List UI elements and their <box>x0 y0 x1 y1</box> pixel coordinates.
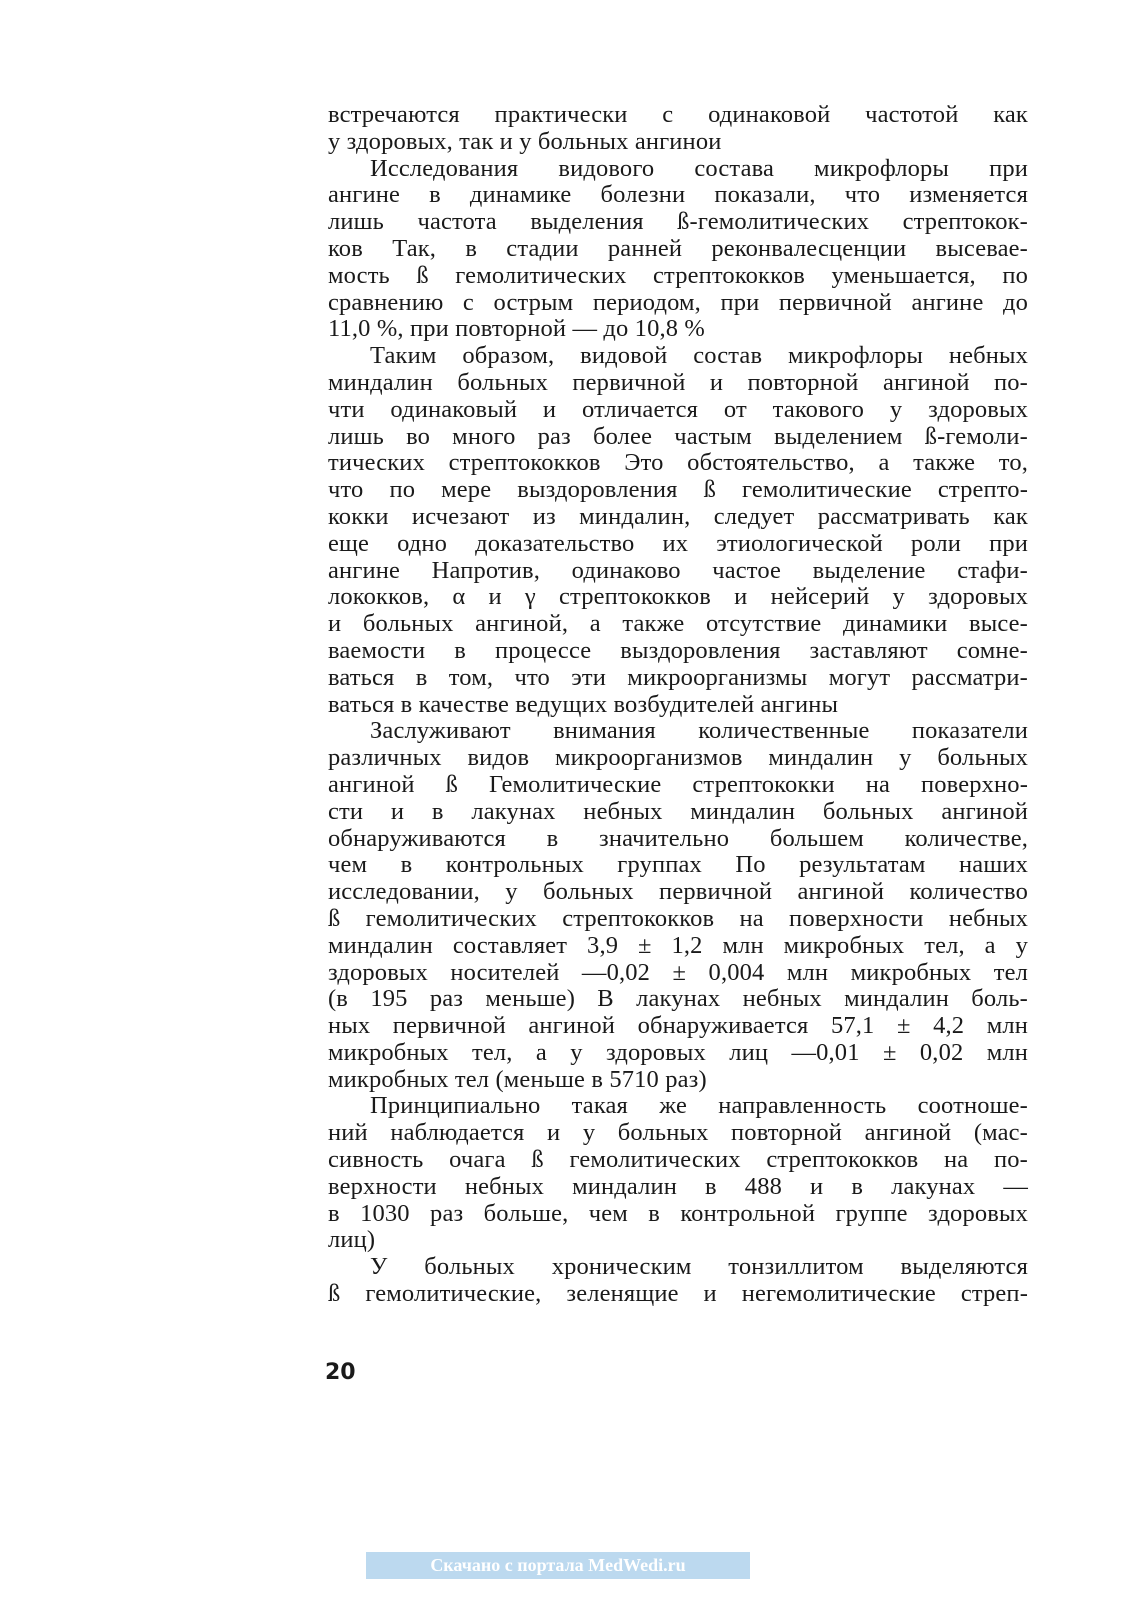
text-line: 11,0 %, при повторной — до 10,8 % <box>328 315 705 343</box>
text-line: ваться в качестве ведущих возбудителей ангины <box>328 690 839 718</box>
text-line: исследовании, у больных первичной ангиной количество <box>328 878 1028 906</box>
paragraph-start-line: Принципиально такая же направленность соотноше- <box>370 1092 1028 1120</box>
text-line: обнаруживаются в значительно большем количестве, <box>328 824 1028 852</box>
text-line: лиц) <box>328 1226 376 1254</box>
text-line: в 1030 раз больше, чем в контрольной группе здоровых <box>328 1199 1028 1227</box>
text-line: здоровых носителей —0,02 ± 0,004 млн микробных тел <box>328 958 1028 986</box>
paragraph-start-line: У больных хроническим тонзиллитом выделяются <box>370 1253 1028 1281</box>
text-line: встречаются практически с одинаковой частотой как <box>328 101 1028 128</box>
text-line: лишь частота выделения ß-гемолитических стрептокок- <box>328 208 1028 236</box>
text-line: тических стрептококков Это обстоятельство, а также то, <box>328 449 1028 477</box>
paragraph-start-line: Исследования видового состава микрофлоры при <box>370 154 1028 182</box>
text-line: что по мере выздоровления ß гемолитические стрепто- <box>328 476 1028 504</box>
text-line: микробных тел, а у здоровых лиц —0,01 ± 0,02 млн <box>328 1038 1028 1066</box>
text-line: ваться в том, что эти микроорганизмы могут рассматри- <box>328 663 1028 691</box>
text-line: миндалин составляет 3,9 ± 1,2 млн микробных тел, а у <box>328 931 1028 959</box>
text-line: сивность очага ß гемолитических стрептококков на по- <box>328 1146 1028 1174</box>
text-line: ангине в динамике болезни показали, что изменяется <box>328 181 1028 209</box>
page-text <box>328 102 1028 1308</box>
paragraph-start-line: Заслуживают внимания количественные показатели <box>370 717 1028 745</box>
text-line: сравнению с острым периодом, при первичной ангине до <box>328 288 1028 316</box>
text-line: сти и в лакунах небных миндалин больных ангиной <box>328 797 1028 825</box>
text-line: ß гемолитических стрептококков на поверхности небных <box>328 904 1028 932</box>
text-line: ний наблюдается и у больных повторной ангиной (мас- <box>328 1119 1028 1147</box>
page-number: 20 <box>325 1360 356 1385</box>
watermark-banner: Скачано с портала MedWedi.ru <box>366 1552 750 1579</box>
text-line: мость ß гемолитических стрептококков уменьшается, по <box>328 261 1028 289</box>
text-line: кокки исчезают из миндалин, следует рассматривать как <box>328 502 1028 530</box>
text-line: ангиной ß Гемолитические стрептококки на поверхно- <box>328 770 1028 798</box>
text-line: у здоровых, так и у больных ангинои <box>328 127 722 155</box>
paragraph-start-line: Таким образом, видовой состав микрофлоры небных <box>370 342 1028 370</box>
text-line: (в 195 раз меньше) В лакунах небных миндалин боль- <box>328 985 1028 1013</box>
text-line: ß гемолитические, зеленящие и негемолитические стреп- <box>328 1280 1028 1308</box>
text-line: миндалин больных первичной и повторной ангиной по- <box>328 368 1028 396</box>
text-line: еще одно доказательство их этиологической роли при <box>328 529 1028 557</box>
text-line: чти одинаковый и отличается от такового у здоровых <box>328 395 1028 423</box>
text-line: ангине Напротив, одинаково частое выделение стафи- <box>328 556 1028 584</box>
text-line: ков Так, в стадии ранней реконвалесценции высевае- <box>328 234 1028 262</box>
text-line: микробных тел (меньше в 5710 раз) <box>328 1065 707 1093</box>
text-line: верхности небных миндалин в 488 и в лакунах — <box>328 1172 1028 1200</box>
text-line: чем в контрольных группах По результатам наших <box>328 851 1028 879</box>
text-line: различных видов микроорганизмов миндалин у больных <box>328 744 1028 772</box>
text-line: и больных ангиной, а также отсутствие динамики высе- <box>328 610 1028 638</box>
text-line: лококков, α и γ стрептококков и нейсерий у здоровых <box>328 583 1028 611</box>
text-line: ваемости в процессе выздоровления заставляют сомне- <box>328 636 1028 664</box>
text-line: лишь во много раз более частым выделением ß-гемоли- <box>328 422 1028 450</box>
text-line: ных первичной ангиной обнаруживается 57,1 ± 4,2 млн <box>328 1012 1028 1040</box>
